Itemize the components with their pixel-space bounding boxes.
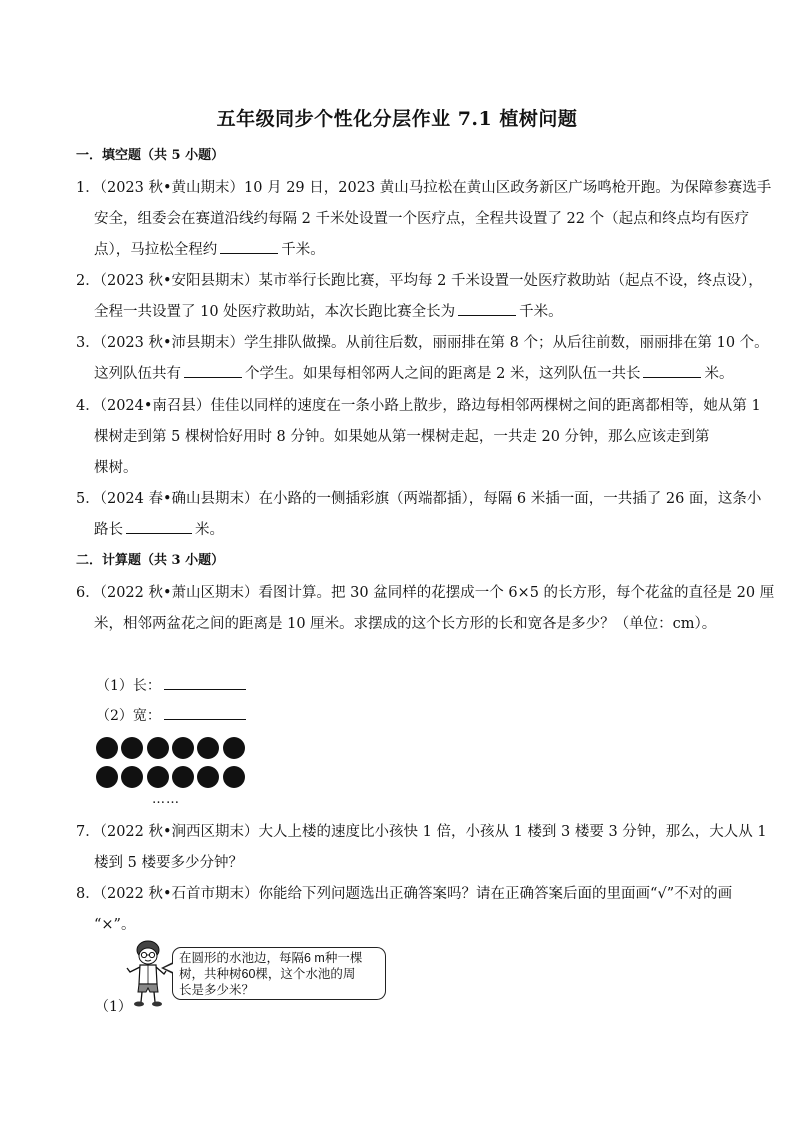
q5-text-before-blank: 路长 bbox=[94, 522, 123, 538]
flower-pot bbox=[197, 766, 219, 788]
flower-pot bbox=[96, 766, 118, 788]
q4-line1: 4．（2024•南召县）佳佳以同样的速度在一条小路上散步，路边每相邻两棵树之间的距离都相等，她从第 1 bbox=[76, 398, 761, 414]
q1-line2: 安全，组委会在赛道沿线约每隔 2 千米处设置一个医疗点，全程共设置了 22 个（起点和终点均有医疗 bbox=[94, 211, 750, 227]
q1-text-before-blank: 点），马拉松全程约 bbox=[94, 242, 218, 258]
q6-length-label: （1）长： bbox=[96, 678, 161, 694]
flower-pot bbox=[172, 766, 194, 788]
section-heading-fill-blank: 一．填空题（共 5 小题） bbox=[76, 148, 225, 163]
flower-pot bbox=[172, 737, 194, 759]
section-heading-calculation: 二．计算题（共 3 小题） bbox=[76, 553, 225, 568]
q6-line1: 6．（2022 秋•萧山区期末）看图计算。把 30 盆同样的花摆成一个 6×5 的长方形，每个花盆的直径是 20 厘 bbox=[76, 585, 775, 601]
flower-pot bbox=[147, 766, 169, 788]
q6-width-blank[interactable] bbox=[164, 705, 246, 720]
grid-ellipsis: …… bbox=[152, 792, 180, 807]
flower-pot bbox=[197, 737, 219, 759]
q7-line1: 7．（2022 秋•涧西区期末）大人上楼的速度比小孩快 1 倍，小孩从 1 楼到 3 楼要 3 分钟，那么，大人从 1 bbox=[76, 824, 767, 840]
bubble-line-2: 树，共种树60棵，这个水池的周 bbox=[179, 967, 356, 981]
q3-answer-blank-length[interactable] bbox=[643, 363, 701, 378]
q2-line2 bbox=[94, 300, 563, 321]
q6-width-row bbox=[96, 705, 249, 725]
flower-pot bbox=[121, 737, 143, 759]
q3-text-part2: 个学生。如果每相邻两人之间的距离是 2 米，这列队伍一共长 bbox=[245, 366, 641, 382]
q2-line1: 2．（2023 秋•安阳县期末）某市举行长跑比赛，平均每 2 千米设置一处医疗救助站（起点不设，终点设）， bbox=[76, 273, 763, 289]
q3-answer-blank-count[interactable] bbox=[184, 363, 242, 378]
page-title: 五年级同步个性化分层作业 7.1 植树问题 bbox=[216, 108, 578, 130]
q2-answer-blank[interactable] bbox=[458, 301, 516, 316]
q2-text-before-blank: 全程一共设置了 10 处医疗救助站，本次长跑比赛全长为 bbox=[94, 304, 456, 320]
bubble-line-1: 在圆形的水池边，每隔6 m种一棵 bbox=[179, 951, 363, 965]
q1-line3 bbox=[94, 238, 325, 259]
q7-line2: 楼到 5 楼要多少分钟？ bbox=[94, 855, 243, 871]
q3-line2 bbox=[94, 362, 733, 383]
flower-pot bbox=[147, 737, 169, 759]
q3-text-part3: 米。 bbox=[704, 366, 734, 382]
q1-line1: 1．（2023 秋•黄山期末）10 月 29 日，2023 黄山马拉松在黄山区政务新区广场鸣枪开跑。为保障参赛选手 bbox=[76, 180, 772, 196]
q5-answer-blank[interactable] bbox=[126, 519, 192, 534]
bubble-line-3: 长是多少米？ bbox=[179, 983, 255, 997]
q8-figure-label: （1） bbox=[95, 999, 132, 1015]
speech-bubble bbox=[172, 947, 386, 1000]
q5-text-after-blank: 米。 bbox=[195, 522, 224, 538]
q4-line2: 棵树走到第 5 棵树恰好用时 8 分钟。如果她从第一棵树走起，一共走 20 分钟，那么应该走到第 bbox=[94, 429, 710, 445]
flower-pot bbox=[223, 737, 245, 759]
q4-line3: 棵树。 bbox=[94, 460, 138, 476]
q3-line1: 3．（2023 秋•沛县期末）学生排队做操。从前往后数，丽丽排在第 8 个；从后往前数，丽丽排在第 10 个。 bbox=[76, 335, 769, 351]
q1-answer-blank[interactable] bbox=[220, 239, 278, 254]
flower-pot bbox=[121, 766, 143, 788]
q6-line2: 米，相邻两盆花之间的距离是 10 厘米。求摆成的这个长方形的长和宽各是多少？（单位：cm）。 bbox=[94, 616, 717, 632]
q6-length-row bbox=[96, 675, 249, 695]
q6-width-label: （2）宽： bbox=[96, 708, 161, 724]
speech-bubble-tail-inner bbox=[164, 964, 173, 972]
q1-text-after-blank: 千米。 bbox=[281, 242, 325, 258]
q5-line1: 5．（2024 春•确山县期末）在小路的一侧插彩旗（两端都插），每隔 6 米插一面，一共插了 26 面，这条小 bbox=[76, 491, 762, 507]
q5-line2 bbox=[94, 518, 224, 539]
q6-length-blank[interactable] bbox=[164, 675, 246, 690]
q3-text-part1: 这列队伍共有 bbox=[94, 366, 181, 382]
q8-line2: “×”。 bbox=[94, 917, 136, 933]
flower-pot bbox=[96, 737, 118, 759]
q2-text-after-blank: 千米。 bbox=[519, 304, 563, 320]
q8-line1: 8．（2022 秋•石首市期末）你能给下列问题选出正确答案吗？请在正确答案后面的里面画“√”不对的画 bbox=[76, 886, 733, 902]
flower-pot bbox=[223, 766, 245, 788]
